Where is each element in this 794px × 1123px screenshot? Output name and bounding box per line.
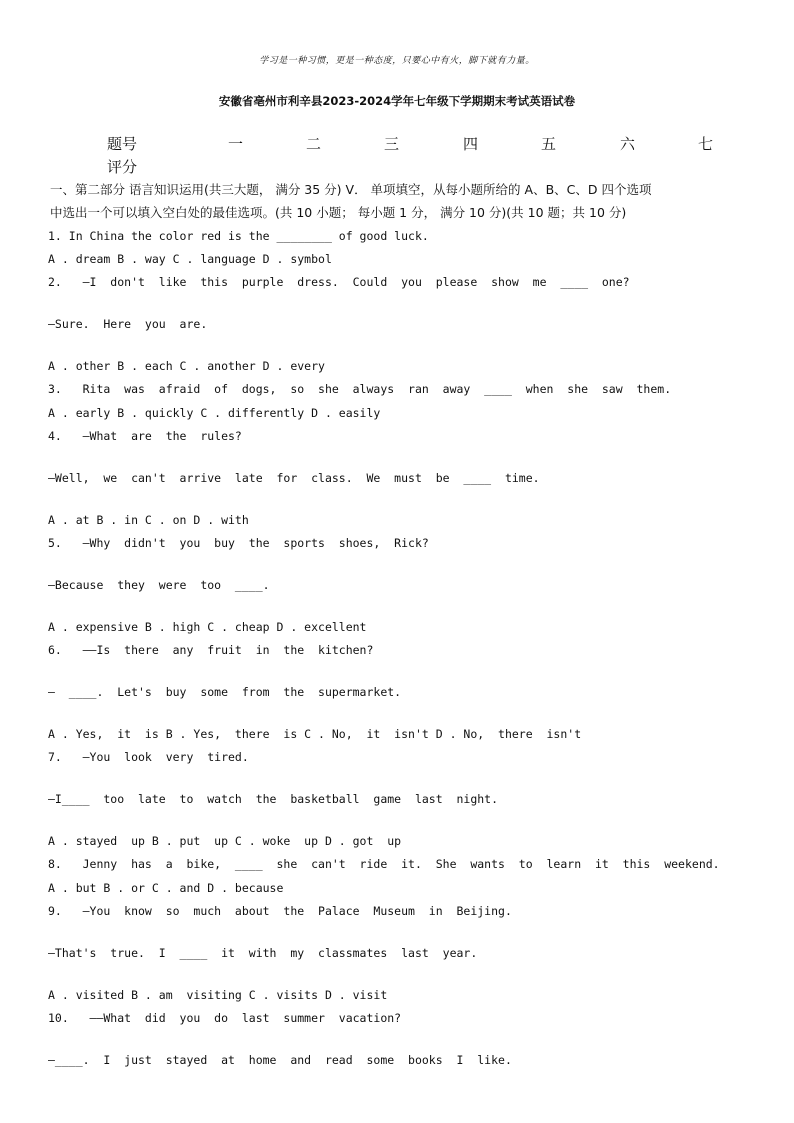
options-line: A . visited B . am visiting C . visits D . visit	[48, 988, 388, 1002]
question-line: 10. ——What did you do last summer vacation?	[48, 1011, 402, 1025]
score-table-column: 七	[698, 135, 714, 153]
question-line: 6. ——Is there any fruit in the kitchen?	[48, 643, 374, 657]
score-table-question-label: 题号	[107, 135, 138, 153]
dialogue-line: —Well, we can't arrive late for class. We must be ____ time.	[48, 471, 540, 485]
dialogue-line: —Because they were too ____.	[48, 578, 270, 592]
options-line: A . early B . quickly C . differently D . easily	[48, 406, 381, 420]
question-line: 1. In China the color red is the ________ of good luck.	[48, 229, 429, 243]
question-line: 3. Rita was afraid of dogs, so she always ran away ____ when she saw them.	[48, 382, 672, 396]
score-table-column: 一	[228, 135, 244, 153]
options-line: A . expensive B . high C . cheap D . excellent	[48, 620, 367, 634]
options-line: A . at B . in C . on D . with	[48, 513, 249, 527]
header-motto: 学习是一种习惯，更是一种态度，只要心中有火，脚下就有力量。	[259, 56, 535, 66]
score-table-column: 四	[463, 135, 479, 153]
question-line: 8. Jenny has a bike, ____ she can't ride it. She wants to learn it this weekend.	[48, 857, 720, 871]
section-heading-line: 一、第二部分 语言知识运用(共三大题， 满分 35 分) V． 单项填空，从每小题所给的 A、B、C、D 四个选项	[50, 182, 652, 197]
score-table-score-label: 评分	[107, 158, 138, 176]
score-table-column: 六	[620, 135, 636, 153]
options-line: A . stayed up B . put up C . woke up D . got up	[48, 834, 402, 848]
dialogue-line: —That's true. I ____ it with my classmates last year.	[48, 946, 478, 960]
options-line: A . but B . or C . and D . because	[48, 881, 284, 895]
options-line: A . other B . each C . another D . every	[48, 359, 325, 373]
score-table-column: 五	[541, 135, 557, 153]
score-table-header	[0, 133, 794, 155]
score-table-column: 三	[384, 135, 400, 153]
section-heading-line: 中选出一个可以填入空白处的最佳选项。(共 10 小题； 每小题 1 分， 满分 10 分)(共 10 题；共 10 分)	[50, 205, 627, 220]
question-line: 7. —You look very tired.	[48, 750, 249, 764]
options-line: A . Yes, it is B . Yes, there is C . No, it isn't D . No, there isn't	[48, 727, 582, 741]
question-line: 2. —I don't like this purple dress. Could you please show me ____ one?	[48, 275, 630, 289]
dialogue-line: —I____ too late to watch the basketball game last night.	[48, 792, 499, 806]
exam-title: 安徽省亳州市利辛县2023-2024学年七年级下学期期末考试英语试卷	[218, 94, 576, 108]
question-line: 4. —What are the rules?	[48, 429, 242, 443]
dialogue-line: —____. I just stayed at home and read some books I like.	[48, 1053, 512, 1067]
dialogue-line: —Sure. Here you are.	[48, 317, 208, 331]
question-line: 9. —You know so much about the Palace Museum in Beijing.	[48, 904, 512, 918]
question-line: 5. —Why didn't you buy the sports shoes, Rick?	[48, 536, 429, 550]
score-table-column: 二	[306, 135, 322, 153]
options-line: A . dream B . way C . language D . symbol	[48, 252, 332, 266]
dialogue-line: — ____. Let's buy some from the supermarket.	[48, 685, 402, 699]
